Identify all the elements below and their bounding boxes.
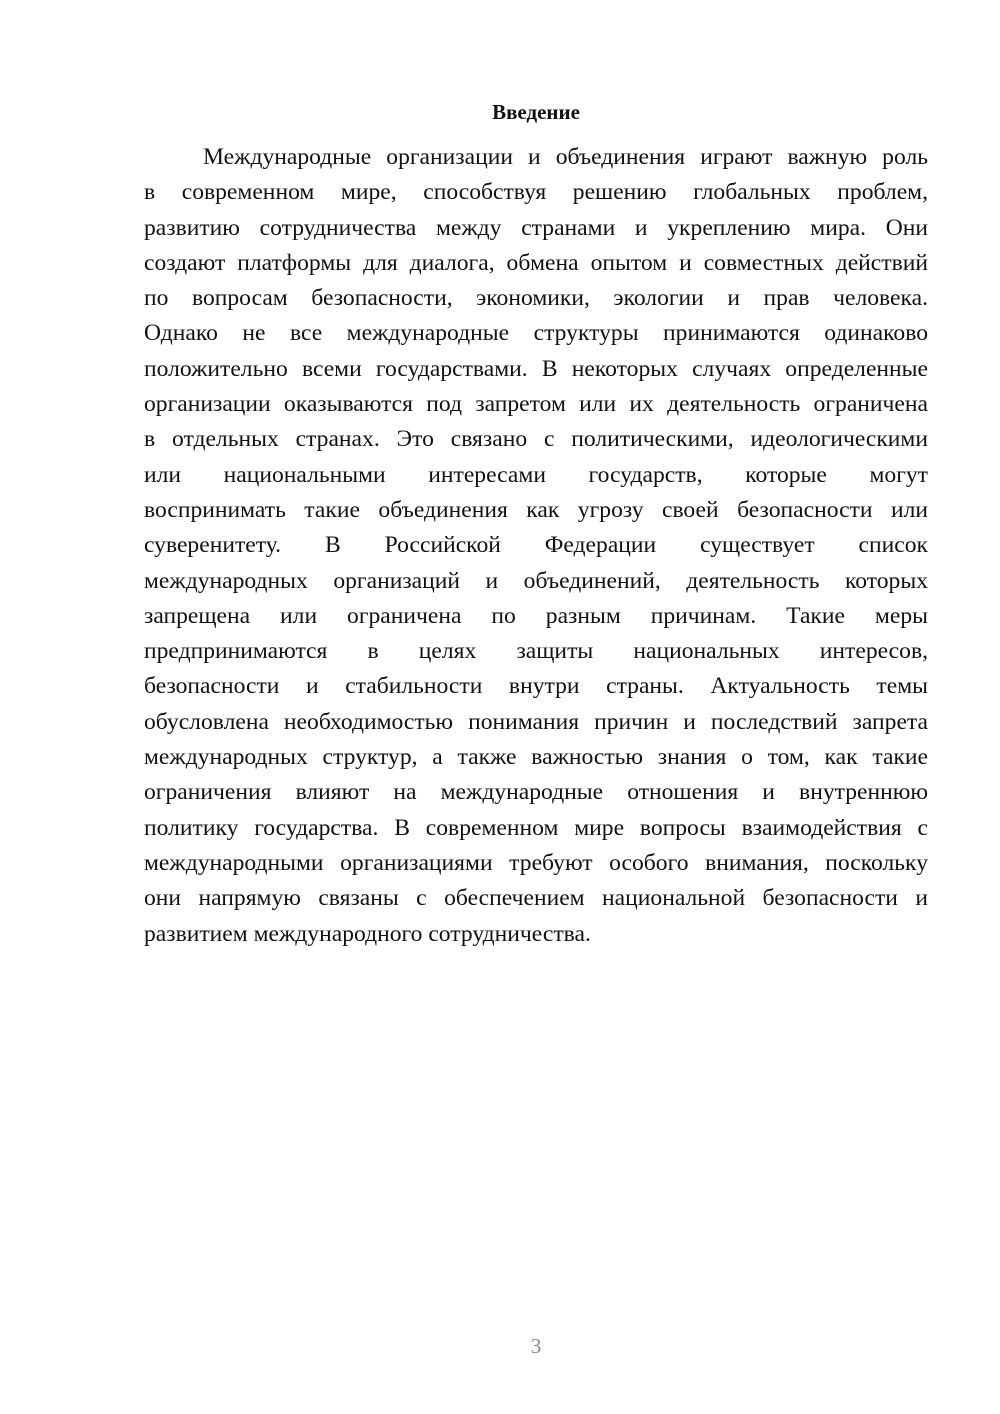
paragraph-line: суверенитету. В Российской Федерации существует список	[144, 532, 928, 559]
paragraph-line: предпринимаются в целях защиты национальных интересов,	[144, 638, 928, 665]
paragraph-line: международных организаций и объединений, деятельность которых	[144, 567, 928, 594]
paragraph-line: создают платформы для диалога, обмена опытом и совместных действий	[144, 249, 928, 276]
paragraph-line: политику государства. В современном мире вопросы взаимодействия с	[144, 814, 928, 841]
paragraph-line: в современном мире, способствуя решению глобальных проблем,	[144, 179, 928, 206]
paragraph-line: организации оказываются под запретом или их деятельность ограничена	[144, 391, 928, 418]
section-heading: Введение	[492, 100, 580, 124]
body-paragraph	[144, 140, 928, 952]
paragraph-line: развитием международного сотрудничества.	[144, 920, 591, 947]
paragraph-line: международных структур, а также важностью знания о том, как такие	[144, 744, 928, 771]
paragraph-line: обусловлена необходимостью понимания причин и последствий запрета	[144, 708, 928, 735]
page-number: 3	[530, 1334, 542, 1358]
paragraph-line: запрещена или ограничена по разным причинам. Такие меры	[144, 602, 928, 629]
paragraph-line: международными организациями требуют особого внимания, поскольку	[144, 849, 928, 876]
paragraph-line: они напрямую связаны с обеспечением национальной безопасности и	[144, 885, 928, 912]
paragraph-line: положительно всеми государствами. В некоторых случаях определенные	[144, 355, 928, 382]
paragraph-line: по вопросам безопасности, экономики, экологии и прав человека.	[144, 285, 928, 312]
paragraph-line: ограничения влияют на международные отношения и внутреннюю	[144, 779, 928, 806]
paragraph-line: Международные организации и объединения играют важную роль	[203, 144, 928, 170]
paragraph-line: Однако не все международные структуры принимаются одинаково	[144, 320, 928, 347]
paragraph-line: воспринимать такие объединения как угрозу своей безопасности или	[144, 496, 928, 523]
paragraph-line: безопасности и стабильности внутри страны. Актуальность темы	[144, 673, 928, 700]
paragraph-line: развитию сотрудничества между странами и укреплению мира. Они	[144, 214, 928, 241]
paragraph-line: или национальными интересами государств, которые могут	[144, 461, 928, 488]
paragraph-line: в отдельных странах. Это связано с политическими, идеологическими	[144, 426, 928, 453]
